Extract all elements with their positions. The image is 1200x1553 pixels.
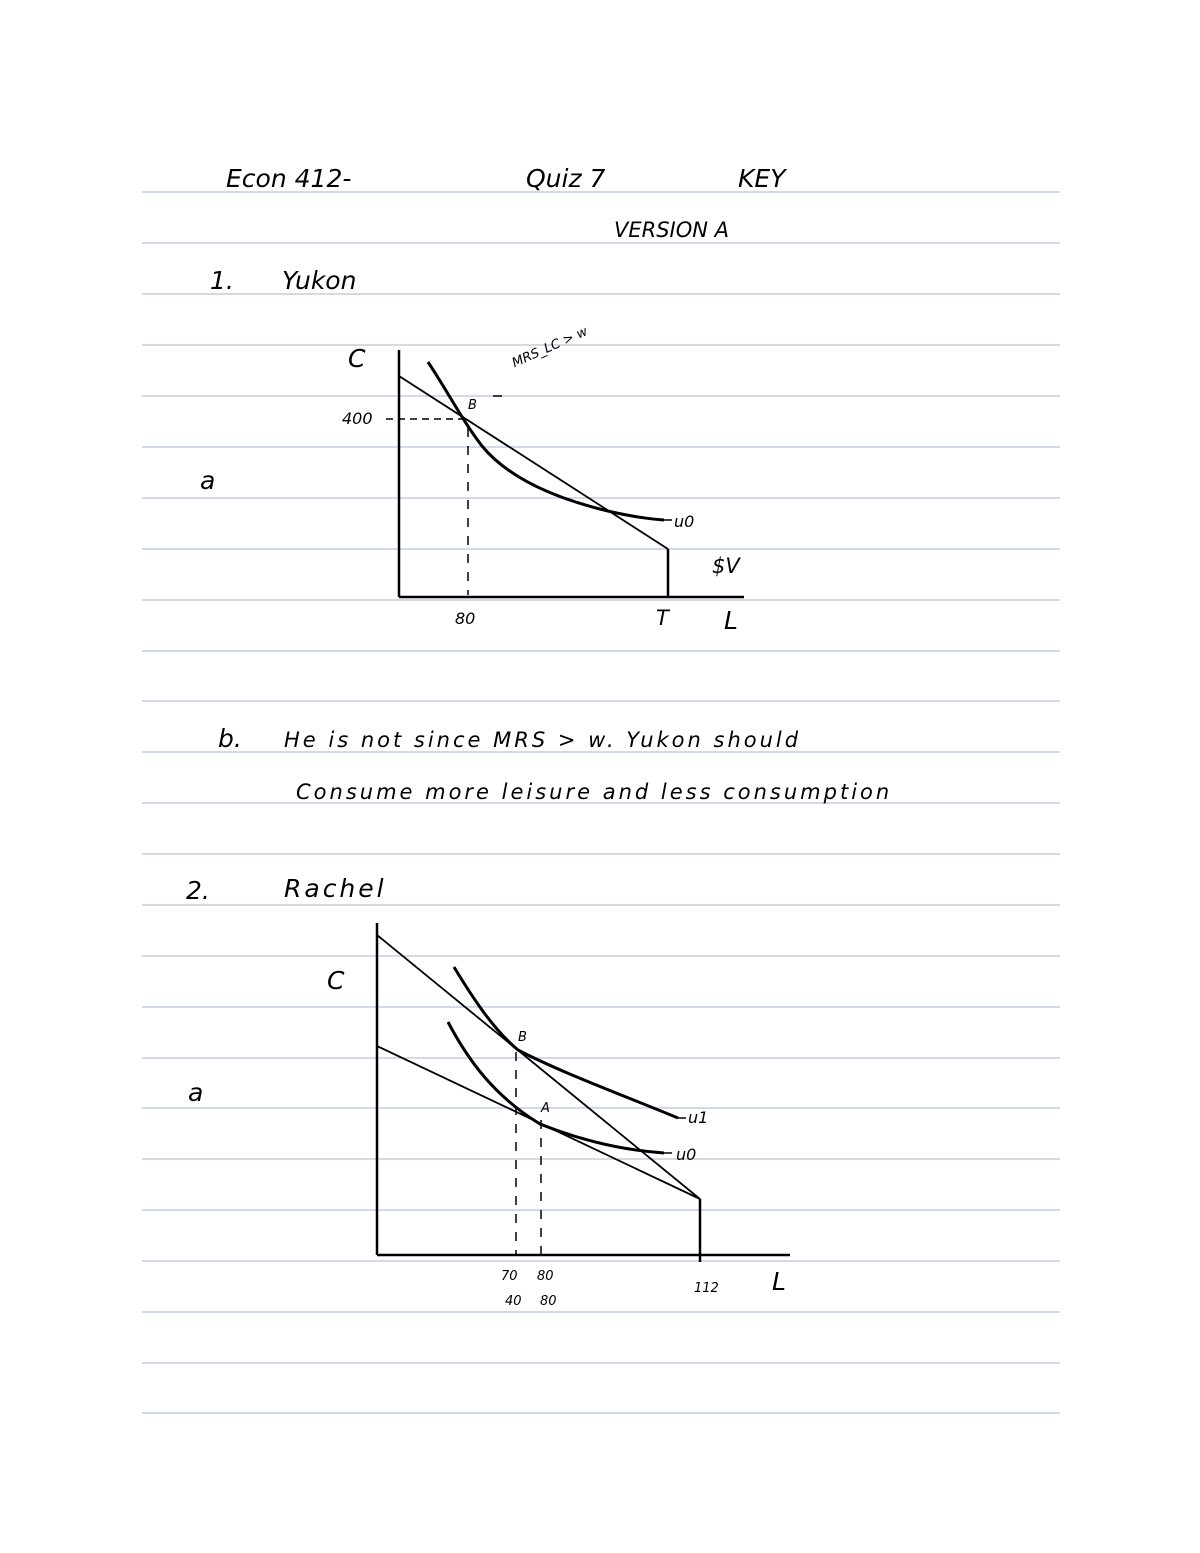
q2-y-label: C — [327, 966, 345, 995]
q2-number: 2. — [186, 876, 210, 905]
q1-number: 1. — [210, 266, 234, 295]
q1-t-label: T — [656, 606, 669, 630]
q1-y-tick-400: 400 — [342, 409, 373, 428]
q1-point-b: B — [468, 398, 477, 413]
q2-x-tick-40: 40 — [505, 1294, 522, 1309]
quiz-title: Quiz 7 — [526, 164, 606, 193]
q2-x-tick-80b: 80 — [540, 1294, 557, 1309]
q1-u0-label: u0 — [674, 512, 695, 531]
q2-name: Rachel — [284, 874, 387, 903]
q2-x-tick-112: 112 — [694, 1281, 719, 1296]
q2-u1-label: u1 — [688, 1108, 709, 1127]
q1-x-tick-80: 80 — [455, 609, 476, 628]
q2-u0-label: u0 — [676, 1145, 697, 1164]
q1-y-label: C — [348, 344, 366, 373]
q1-part-b: b. — [218, 724, 242, 753]
q2-point-b: B — [518, 1030, 527, 1045]
q2-point-a: A — [541, 1101, 550, 1116]
q2-indifference-curve-u0 — [448, 1022, 664, 1153]
version-label: VERSION A — [614, 218, 730, 242]
q2-x-tick-80: 80 — [537, 1269, 554, 1284]
q2-indifference-curve-u1 — [454, 967, 678, 1118]
q2-x-tick-70: 70 — [501, 1269, 518, 1284]
q1-answer-line2: Consume more leisure and less consumption — [296, 780, 893, 804]
q1-part-a: a — [200, 466, 216, 495]
q2-part-a: a — [188, 1078, 204, 1107]
q2-x-label: L — [772, 1267, 786, 1296]
q1-answer-line1: He is not since MRS > w. Yukon should — [284, 728, 802, 752]
q1-mrs-annotation: MRS_LC > w — [509, 324, 591, 371]
key-label: KEY — [738, 164, 786, 193]
course-title: Econ 412- — [226, 164, 352, 193]
q1-name: Yukon — [282, 266, 357, 295]
q2-budget-line-steep — [377, 935, 700, 1199]
q1-x-label: L — [724, 606, 738, 635]
q1-v-label: $V — [712, 554, 740, 578]
